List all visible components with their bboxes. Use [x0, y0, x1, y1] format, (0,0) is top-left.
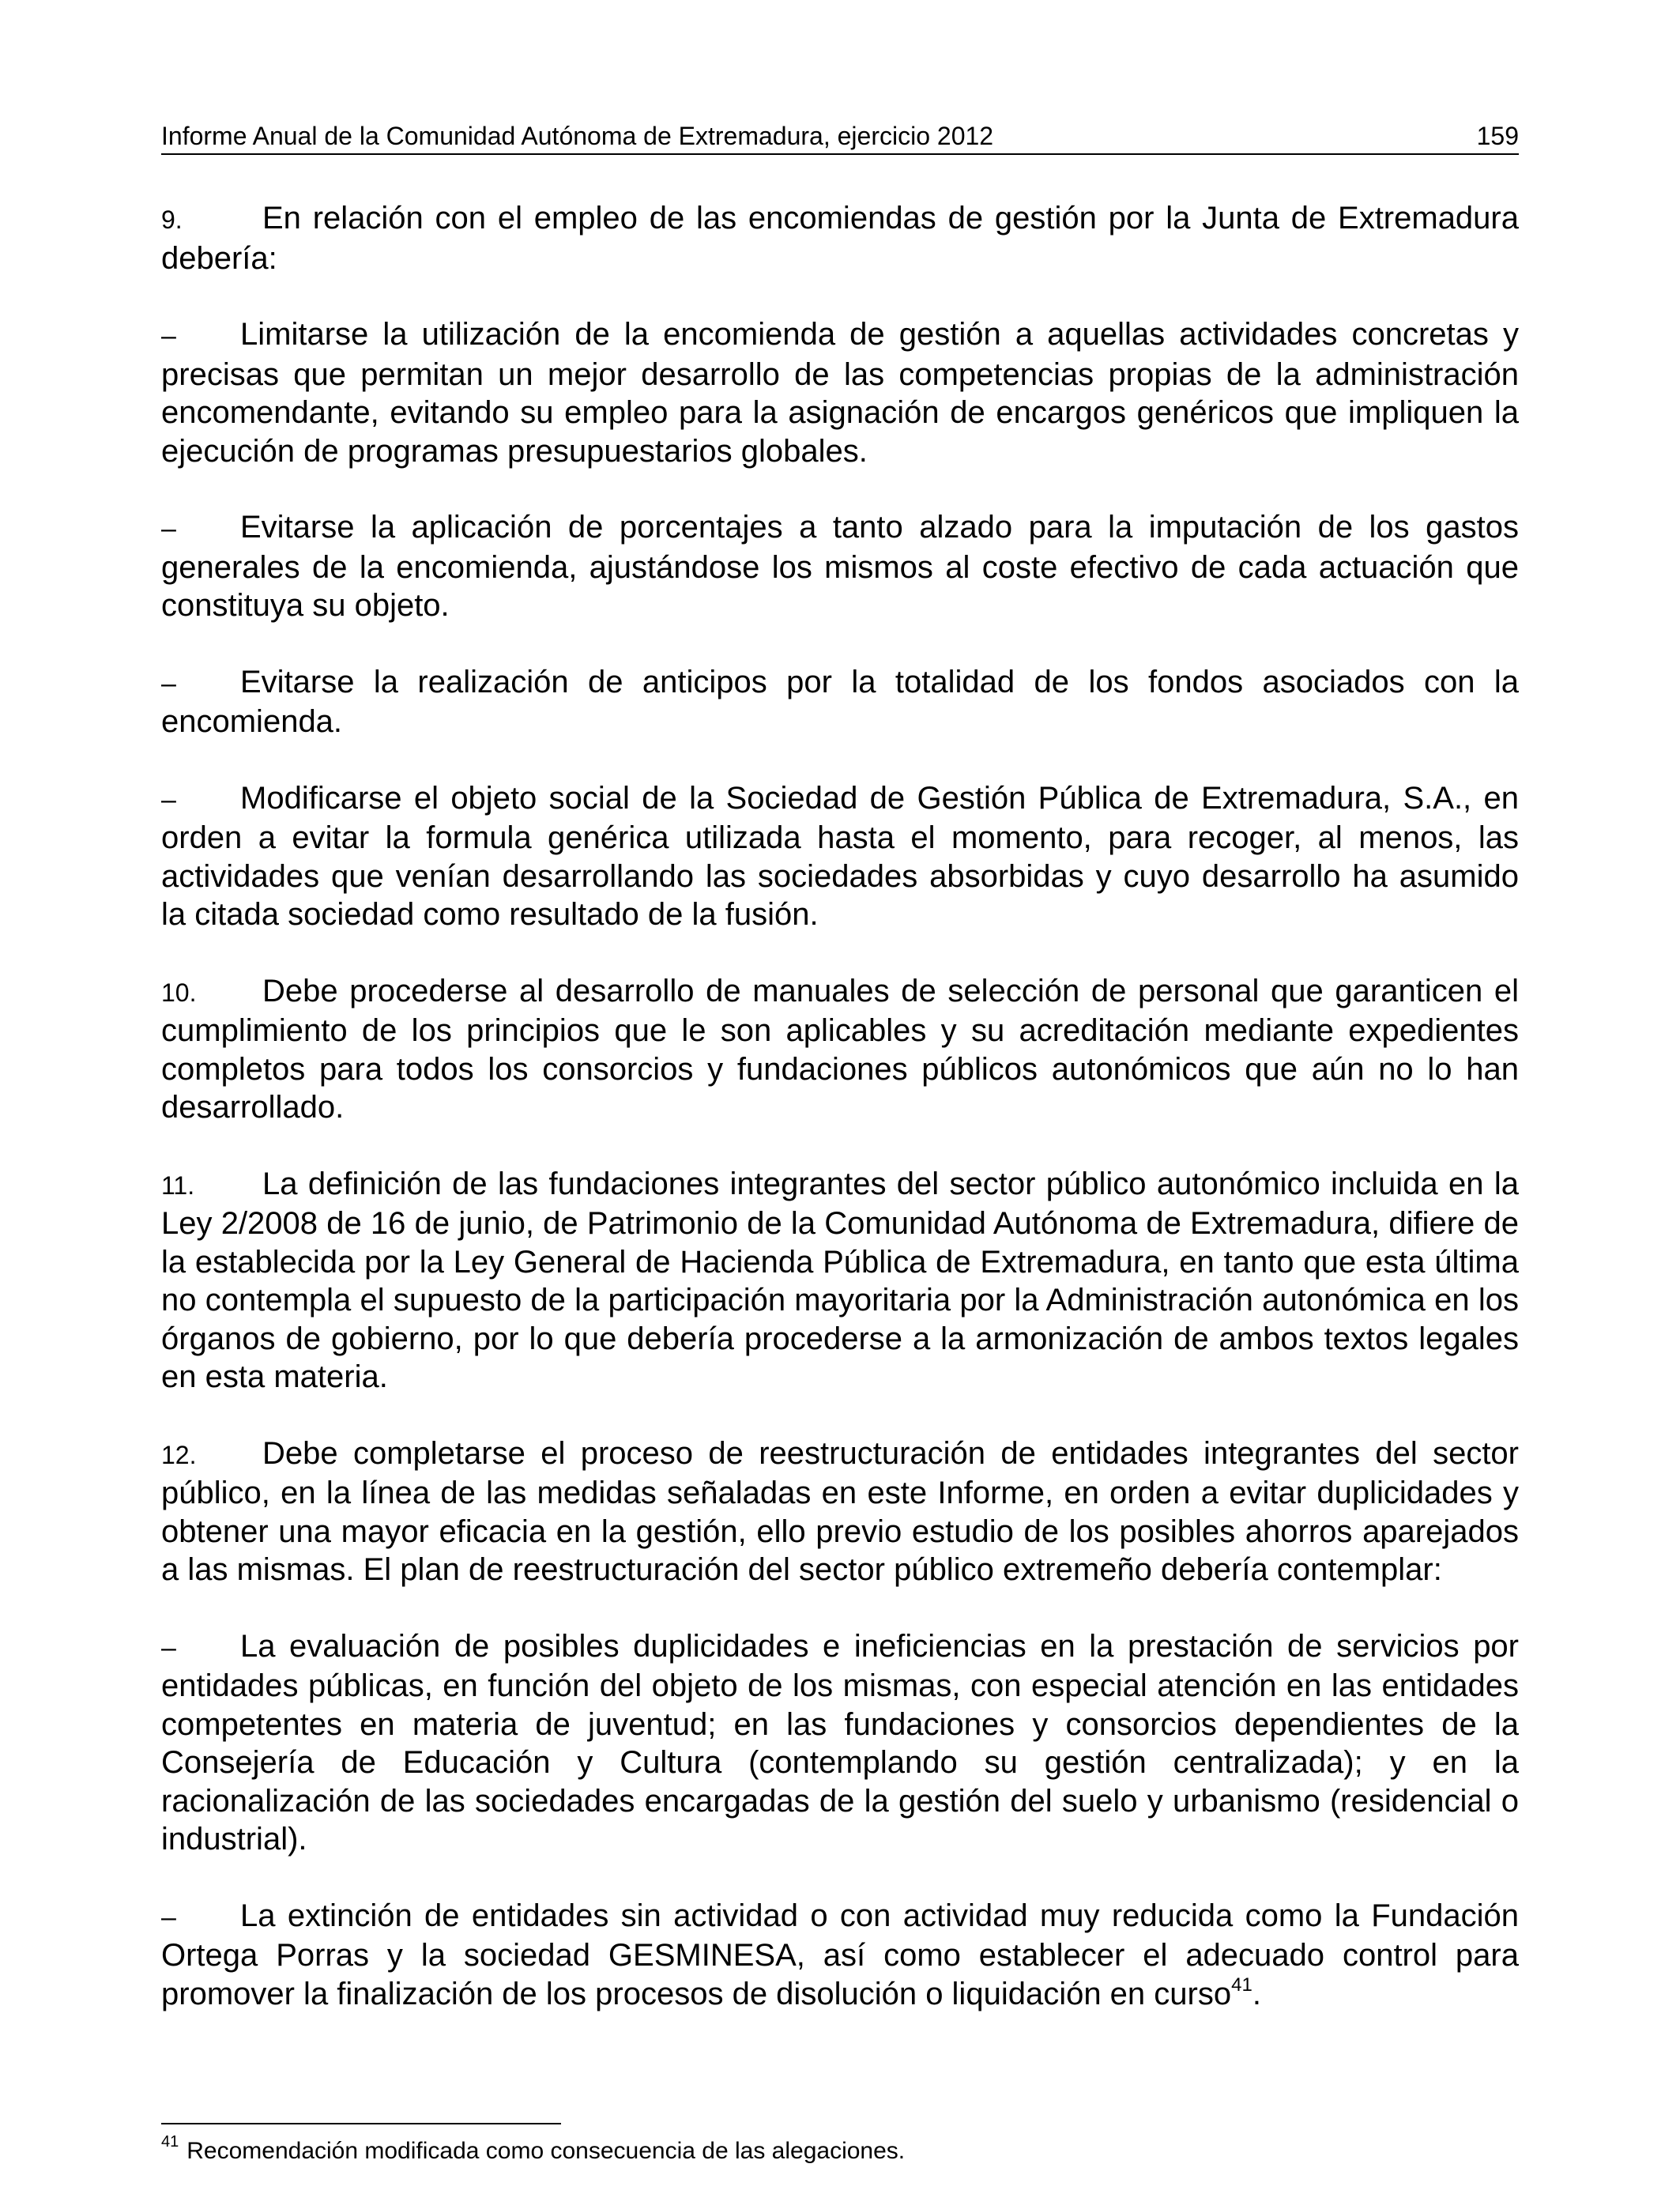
dash-marker: – [161, 321, 176, 351]
running-header [161, 119, 1519, 153]
dash-marker: – [161, 668, 176, 699]
item-tail: . [1252, 1976, 1261, 2011]
page-number: 159 [1476, 122, 1519, 150]
item-text: Modificarse el objeto social de la Sociedad de Gestión Pública de Extremadura, S.A., en orden a evitar la formula genérica utilizada hasta el momento, para recoger, al menos, las actividades que venían desarrollando las sociedades absorbidas y cuyo desarrollo ha asumido la citada sociedad como resultado de la fusión. [161, 780, 1519, 932]
header-rule [161, 153, 1519, 155]
footnote-rule [161, 2123, 561, 2124]
bullet-item [161, 1897, 1519, 2014]
item-marker: 9. [161, 205, 183, 234]
footnote-reference[interactable]: 41 [1231, 1974, 1252, 1996]
item-text: Evitarse la aplicación de porcentajes a tanto alzado para la imputación de los gastos generales de la encomienda, ajustándose los mismos al coste efectivo de cada actuación que constituya su objeto. [161, 510, 1519, 623]
footnote-number: 41 [161, 2133, 179, 2151]
item-text: Limitarse la utilización de la encomienda de gestión a aquellas actividades concretas y precisas que permitan un mejor desarrollo de las competencias propias de la administración encomendante, evitando su empleo para la asignación de encargos genéricos que impliquen la ejecución de programas presupuestarios globales. [161, 317, 1519, 469]
bullet-item [161, 663, 1519, 741]
recommendation-12 [161, 1434, 1519, 1589]
recommendation-11 [161, 1165, 1519, 1397]
item-marker: 10. [161, 978, 197, 1007]
dash-marker: – [161, 514, 176, 544]
bullet-item [161, 508, 1519, 625]
item-text: Debe procederse al desarrollo de manuales de selección de personal que garanticen el cumplimiento de los principios que le son aplicables y su acreditación mediante expedientes completos para todos los consorcios y fundaciones públicos autonómicos que aún no lo han desarrollado. [161, 973, 1519, 1125]
item-text: Debe completarse el proceso de reestructuración de entidades integrantes del sector público, en la línea de las medidas señaladas en este Informe, en orden a evitar duplicidades y obtener una mayor eficacia en la gestión, ello previo estudio de los posibles ahorros aparejados a las mismas. El plan de reestructuración del sector público extremeño debería contemplar: [161, 1435, 1519, 1587]
recommendation-9 [161, 199, 1519, 277]
dash-marker: – [161, 1632, 176, 1663]
item-text: La extinción de entidades sin actividad o con actividad muy reducida como la Fundación Ortega Porras y la sociedad GESMINESA, así como establecer el adecuado control para promover la finalización de los procesos de disolución o liquidación en curso [161, 1898, 1519, 2011]
item-text: En relación con el empleo de las encomiendas de gestión por la Junta de Extremadura debería: [161, 201, 1519, 276]
item-marker: 11. [161, 1171, 195, 1200]
recommendation-10 [161, 972, 1519, 1127]
header-title: Informe Anual de la Comunidad Autónoma de Extremadura, ejercicio 2012 [161, 122, 994, 150]
item-text: Evitarse la realización de anticipos por la totalidad de los fondos asociados con la encomienda. [161, 664, 1519, 739]
dash-marker: – [161, 1902, 176, 1932]
bullet-item [161, 1627, 1519, 1859]
dash-marker: – [161, 784, 176, 815]
document-body [161, 199, 1519, 2051]
footnote [161, 2133, 1519, 2167]
footnote-text: Recomendación modificada como consecuencia de las alegaciones. [186, 2138, 906, 2164]
item-text: La evaluación de posibles duplicidades e ineficiencias en la prestación de servicios por entidades públicas, en función del objeto de los mismas, con especial atención en las entidades competentes en materia de juventud; en las fundaciones y consorcios dependientes de la Consejería de Educación y Cultura (contemplando su gestión centralizada); y en la racionalización de las sociedades encargadas de la gestión del suelo y urbanismo (residencial o industrial). [161, 1628, 1519, 1857]
item-text: La definición de las fundaciones integrantes del sector público autonómico incluida en la Ley 2/2008 de 16 de junio, de Patrimonio de la Comunidad Autónoma de Extremadura, difiere de la establecida por la Ley General de Hacienda Pública de Extremadura, en tanto que esta última no contempla el supuesto de la participación mayoritaria por la Administración autonómica en los órganos de gobierno, por lo que debería procederse a la armonización de ambos textos legales en esta materia. [161, 1166, 1519, 1394]
bullet-item [161, 315, 1519, 470]
bullet-item [161, 779, 1519, 934]
item-marker: 12. [161, 1440, 197, 1469]
